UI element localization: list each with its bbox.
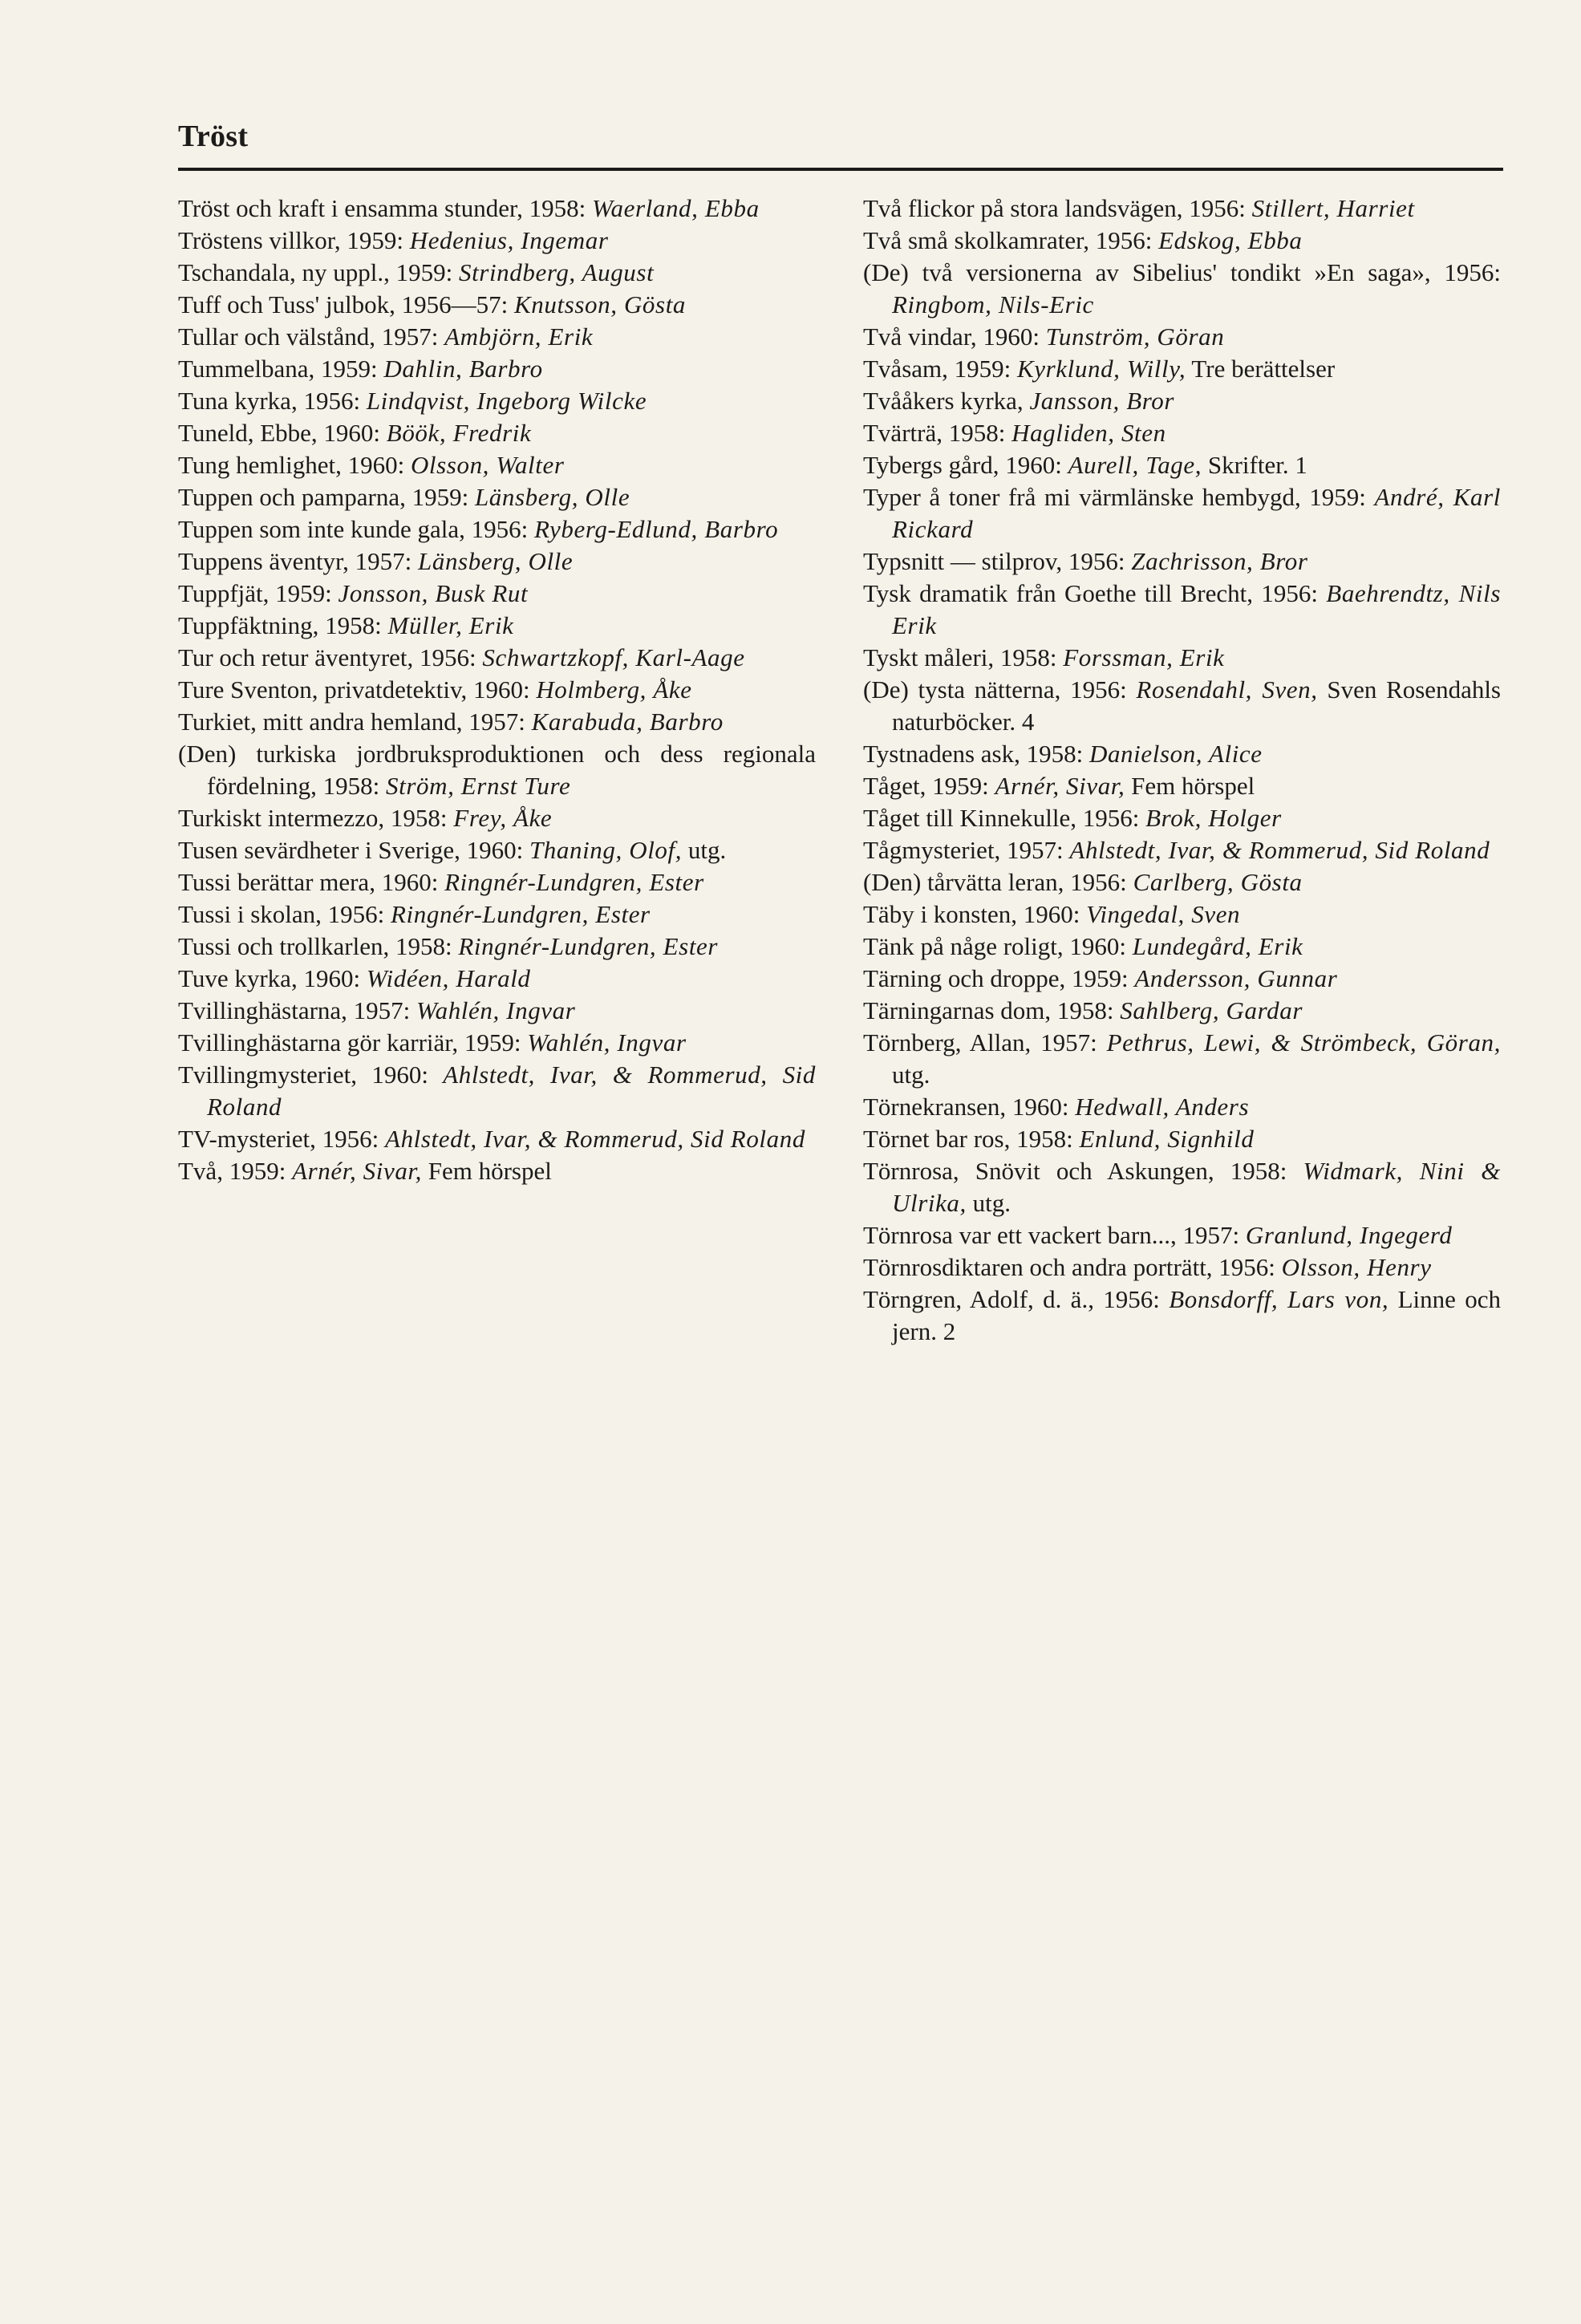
- entry-title: Törnekransen, 1960:: [863, 1093, 1076, 1121]
- entry-title: Tybergs gård, 1960:: [863, 451, 1068, 479]
- entry-author: Lundegård, Erik: [1132, 932, 1303, 960]
- entry-author: Enlund, Signhild: [1079, 1125, 1255, 1153]
- entry-title: Tummelbana, 1959:: [178, 355, 384, 383]
- index-entry: [178, 578, 816, 610]
- entry-author: Baehrendtz, Nils Erik: [892, 579, 1501, 639]
- entry-author: Tunström, Göran: [1045, 322, 1225, 351]
- entry-author: Danielson, Alice: [1088, 740, 1263, 768]
- entry-author: Dahlin, Barbro: [383, 355, 543, 383]
- entry-title: Tschandala, ny uppl., 1959:: [178, 258, 459, 286]
- entry-author: Böök, Fredrik: [386, 419, 532, 447]
- entry-note: Fem hörspel: [422, 1157, 552, 1185]
- index-entry: [863, 1155, 1501, 1219]
- entry-title: (Den) turkiska jordbruksproduktionen och dess regionala fördelning, 1958:: [178, 740, 816, 800]
- index-entry: [178, 1027, 816, 1059]
- entry-note: Sven Rosendahls naturböcker. 4: [892, 675, 1501, 736]
- index-entry: [178, 546, 816, 578]
- entry-author: Carlberg, Gösta: [1133, 868, 1303, 896]
- index-entry: [178, 257, 816, 289]
- entry-title: Tuppfjät, 1959:: [178, 579, 338, 607]
- running-head: Tröst: [178, 120, 249, 153]
- entry-note: utg.: [966, 1189, 1011, 1217]
- entry-author: Hedenius, Ingemar: [409, 226, 609, 254]
- index-entry: [178, 898, 816, 931]
- index-entry: [863, 738, 1501, 770]
- entry-author: Stillert, Harriet: [1251, 194, 1415, 222]
- index-entry: [863, 963, 1501, 995]
- entry-author: Länsberg, Olle: [474, 483, 630, 511]
- entry-title: Tuppen och pamparna, 1959:: [178, 483, 475, 511]
- entry-title: Törngren, Adolf, d. ä., 1956:: [863, 1285, 1170, 1313]
- index-entry: [863, 770, 1501, 802]
- index-entry: [863, 1091, 1501, 1123]
- entry-author: Olsson, Henry: [1281, 1253, 1432, 1281]
- entry-title: Tuppens äventyr, 1957:: [178, 547, 418, 575]
- header-rule: [178, 168, 1503, 171]
- entry-title: Tussi och trollkarlen, 1958:: [178, 932, 459, 960]
- entry-title: Typer å toner frå mi värmlänske hembygd, 1959:: [863, 483, 1375, 511]
- entry-note: Tre berättelser: [1186, 355, 1336, 383]
- index-entry: [178, 321, 816, 353]
- index-entry: [178, 449, 816, 481]
- entry-author: Ringnér-Lundgren, Ester: [391, 900, 651, 928]
- entry-author: Frey, Åke: [453, 804, 553, 832]
- entry-author: Ringbom, Nils-Eric: [892, 290, 1094, 318]
- entry-author: Pethrus, Lewi, & Strömbeck, Göran,: [1106, 1028, 1501, 1057]
- entry-author: Rosendahl, Sven,: [1136, 675, 1318, 704]
- entry-title: Tvåsam, 1959:: [863, 355, 1017, 383]
- entry-author: Wahlén, Ingvar: [527, 1028, 687, 1057]
- index-entry: [178, 834, 816, 866]
- entry-title: Tuneld, Ebbe, 1960:: [178, 419, 387, 447]
- entry-title: Tvååkers kyrka,: [863, 387, 1030, 415]
- entry-author: Widéen, Harald: [366, 964, 531, 992]
- index-entry: [178, 289, 816, 321]
- index-entry: [863, 1251, 1501, 1284]
- entry-title: Törnrosa var ett vackert barn..., 1957:: [863, 1221, 1246, 1249]
- entry-author: Knutsson, Gösta: [514, 290, 687, 318]
- index-entry: [863, 417, 1501, 449]
- index-entry: [178, 706, 816, 738]
- entry-title: Tuff och Tuss' julbok, 1956—57:: [178, 290, 515, 318]
- entry-author: Sahlberg, Gardar: [1120, 996, 1303, 1024]
- index-entry: [863, 385, 1501, 417]
- entry-title: Törnrosa, Snövit och Askungen, 1958:: [863, 1157, 1303, 1185]
- index-entry: [863, 353, 1501, 385]
- entry-title: Tröst och kraft i ensamma stunder, 1958:: [178, 194, 592, 222]
- entry-title: Tåget, 1959:: [863, 772, 995, 800]
- entry-title: Törnet bar ros, 1958:: [863, 1125, 1080, 1153]
- index-entry: [178, 995, 816, 1027]
- entry-title: Turkiskt intermezzo, 1958:: [178, 804, 454, 832]
- entry-title: Tröstens villkor, 1959:: [178, 226, 410, 254]
- entry-author: Jansson, Bror: [1029, 387, 1175, 415]
- entry-author: Karabuda, Barbro: [531, 708, 724, 736]
- index-entry: [178, 1123, 816, 1155]
- entry-title: Tysk dramatik från Goethe till Brecht, 1956:: [863, 579, 1327, 607]
- entry-title: Tuve kyrka, 1960:: [178, 964, 367, 992]
- index-entry: [178, 866, 816, 898]
- entry-author: Hedwall, Anders: [1075, 1093, 1250, 1121]
- index-entry: [863, 834, 1501, 866]
- entry-author: Granlund, Ingegerd: [1245, 1221, 1453, 1249]
- index-entry: [863, 546, 1501, 578]
- index-entry: [178, 963, 816, 995]
- index-entry: [863, 481, 1501, 546]
- index-entry: [863, 898, 1501, 931]
- entry-author: Arnér, Sivar,: [995, 772, 1125, 800]
- entry-title: Täby i konsten, 1960:: [863, 900, 1087, 928]
- entry-title: Turkiet, mitt andra hemland, 1957:: [178, 708, 532, 736]
- entry-title: Tuna kyrka, 1956:: [178, 387, 367, 415]
- index-entry: [178, 931, 816, 963]
- right-column: [863, 193, 1501, 1348]
- index-entry: [863, 1219, 1501, 1251]
- entry-title: Törnberg, Allan, 1957:: [863, 1028, 1107, 1057]
- entry-title: Tågmysteriet, 1957:: [863, 836, 1070, 864]
- entry-title: Tvillinghästarna, 1957:: [178, 996, 417, 1024]
- index-entry: [178, 417, 816, 449]
- entry-author: Müller, Erik: [387, 611, 514, 639]
- entry-title: Törnrosdiktaren och andra porträtt, 1956:: [863, 1253, 1282, 1281]
- entry-title: Tärningarnas dom, 1958:: [863, 996, 1121, 1024]
- index-entry: [863, 225, 1501, 257]
- entry-author: Zachrisson, Bror: [1131, 547, 1308, 575]
- entry-author: Ström, Ernst Ture: [386, 772, 571, 800]
- entry-author: Ahlstedt, Ivar, & Rommerud, Sid Roland: [385, 1125, 805, 1153]
- entry-title: Tärning och droppe, 1959:: [863, 964, 1135, 992]
- index-entry: [863, 449, 1501, 481]
- index-entry: [863, 1284, 1501, 1348]
- index-entry: [863, 1123, 1501, 1155]
- entry-author: Waerland, Ebba: [591, 194, 760, 222]
- entry-author: Ringnér-Lundgren, Ester: [458, 932, 719, 960]
- entry-author: André, Karl Rickard: [892, 483, 1501, 543]
- index-entry: [863, 642, 1501, 674]
- entry-author: Bonsdorff, Lars von,: [1169, 1285, 1389, 1313]
- entry-title: Ture Sventon, privatdetektiv, 1960:: [178, 675, 537, 704]
- entry-author: Thaning, Olof,: [529, 836, 683, 864]
- entry-author: Ryberg-Edlund, Barbro: [534, 515, 779, 543]
- entry-author: Holmberg, Åke: [536, 675, 692, 704]
- index-entry: [178, 1059, 816, 1123]
- entry-author: Lindqvist, Ingeborg Wilcke: [366, 387, 647, 415]
- entry-title: Tuppfäktning, 1958:: [178, 611, 388, 639]
- entry-author: Wahlén, Ingvar: [416, 996, 576, 1024]
- entry-author: Arnér, Sivar,: [292, 1157, 422, 1185]
- entry-note: Skrifter. 1: [1202, 451, 1307, 479]
- index-entry: [863, 802, 1501, 834]
- entry-title: Tuppen som inte kunde gala, 1956:: [178, 515, 535, 543]
- index-entry: [863, 1027, 1501, 1091]
- entry-note: Fem hörspel: [1125, 772, 1255, 800]
- entry-author: Länsberg, Olle: [418, 547, 574, 575]
- entry-title: Två, 1959:: [178, 1157, 293, 1185]
- entry-author: Edskog, Ebba: [1158, 226, 1303, 254]
- index-entry: [178, 513, 816, 546]
- index-entry: [178, 738, 816, 802]
- entry-author: Andersson, Gunnar: [1134, 964, 1338, 992]
- entry-title: Två små skolkamrater, 1956:: [863, 226, 1159, 254]
- entry-title: Tung hemlighet, 1960:: [178, 451, 411, 479]
- entry-author: Vingedal, Sven: [1086, 900, 1241, 928]
- index-entry: [863, 931, 1501, 963]
- entry-author: Brok, Holger: [1145, 804, 1282, 832]
- entry-title: (Den) tårvätta leran, 1956:: [863, 868, 1133, 896]
- entry-author: Hagliden, Sten: [1011, 419, 1166, 447]
- entry-author: Ringnér-Lundgren, Ester: [444, 868, 704, 896]
- entry-author: Strindberg, August: [458, 258, 655, 286]
- entry-title: Tyskt måleri, 1958:: [863, 643, 1064, 671]
- entry-title: Två flickor på stora landsvägen, 1956:: [863, 194, 1252, 222]
- entry-title: Tvärträ, 1958:: [863, 419, 1012, 447]
- left-column: [178, 193, 816, 1187]
- index-entry: [863, 193, 1501, 225]
- index-entry: [178, 610, 816, 642]
- index-entry: [178, 674, 816, 706]
- index-entry: [178, 225, 816, 257]
- entry-title: Tvillinghästarna gör karriär, 1959:: [178, 1028, 528, 1057]
- entry-title: Två vindar, 1960:: [863, 322, 1046, 351]
- index-entry: [178, 642, 816, 674]
- index-entry: [178, 802, 816, 834]
- index-entry: [863, 321, 1501, 353]
- entry-title: Tullar och välstånd, 1957:: [178, 322, 445, 351]
- index-entry: [178, 193, 816, 225]
- index-entry: [863, 995, 1501, 1027]
- entry-author: Kyrklund, Willy,: [1017, 355, 1186, 383]
- entry-title: Tur och retur äventyret, 1956:: [178, 643, 483, 671]
- entry-title: (De) tysta nätterna, 1956:: [863, 675, 1137, 704]
- entry-note: Linne och jern. 2: [892, 1285, 1501, 1345]
- index-entry: [178, 353, 816, 385]
- index-entry: [863, 866, 1501, 898]
- index-entry: [178, 481, 816, 513]
- entry-title: Tänk på någe roligt, 1960:: [863, 932, 1133, 960]
- index-entry: [178, 385, 816, 417]
- entry-note: utg.: [892, 1061, 930, 1089]
- entry-title: Tåget till Kinnekulle, 1956:: [863, 804, 1146, 832]
- entry-title: Tussi i skolan, 1956:: [178, 900, 391, 928]
- entry-author: Widmark, Nini & Ulrika,: [892, 1157, 1502, 1217]
- entry-title: TV-mysteriet, 1956:: [178, 1125, 386, 1153]
- entry-author: Ahlstedt, Ivar, & Rommerud, Sid Roland: [1069, 836, 1490, 864]
- index-entry: [863, 578, 1501, 642]
- entry-author: Schwartzkopf, Karl-Aage: [482, 643, 745, 671]
- entry-title: Typsnitt — stilprov, 1956:: [863, 547, 1132, 575]
- entry-author: Jonsson, Busk Rut: [338, 579, 529, 607]
- entry-title: Tystnadens ask, 1958:: [863, 740, 1089, 768]
- entry-title: Tusen sevärdheter i Sverige, 1960:: [178, 836, 529, 864]
- entry-author: Olsson, Walter: [410, 451, 565, 479]
- entry-title: (De) två versionerna av Sibelius' tondikt »En saga», 1956:: [863, 258, 1501, 286]
- entry-title: Tvillingmysteriet, 1960:: [178, 1061, 444, 1089]
- entry-author: Ahlstedt, Ivar, & Rommerud, Sid Roland: [207, 1061, 816, 1121]
- entry-author: Forssman, Erik: [1063, 643, 1225, 671]
- index-entry: [863, 674, 1501, 738]
- entry-author: Aurell, Tage,: [1068, 451, 1202, 479]
- index-entry: [863, 257, 1501, 321]
- entry-note: utg.: [682, 836, 727, 864]
- index-entry: [178, 1155, 816, 1187]
- entry-title: Tussi berättar mera, 1960:: [178, 868, 445, 896]
- entry-author: Ambjörn, Erik: [444, 322, 594, 351]
